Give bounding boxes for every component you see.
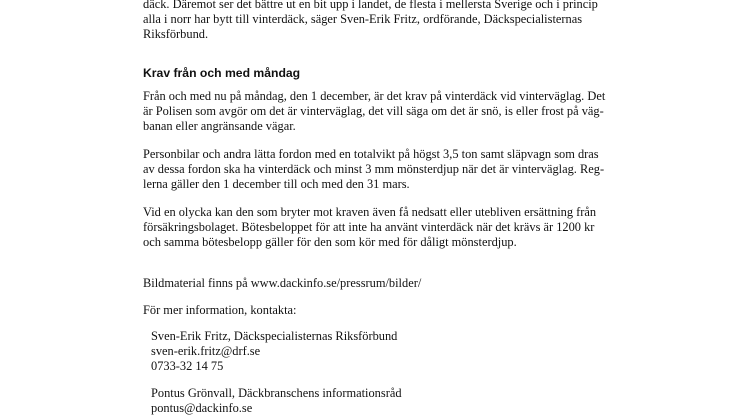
text-line: alla i norr har bytt till vinterdäck, säger Sven-Erik Fritz, ordförande, Däckspecialisternas bbox=[143, 12, 583, 26]
text-line: Personbilar och andra lätta fordon med en totalvikt på högst 3,5 ton samt släpvagn som dras bbox=[143, 147, 599, 161]
text-line: Från och med nu på måndag, den 1 december, är det krav på vinterdäck vid vinterväglag. Det bbox=[143, 89, 606, 103]
contact-email: pontus@dackinfo.se bbox=[151, 401, 253, 415]
image-note: Bildmaterial finns på www.dackinfo.se/pressrum/bilder/ bbox=[143, 276, 422, 290]
text-line: är Polisen som avgör om det är vinterväglag, det vill säga om det är snö, is eller frost på väg- bbox=[143, 104, 604, 118]
text-line: Riksförbund. bbox=[143, 27, 209, 41]
text-line: banan eller angränsande vägar. bbox=[143, 119, 296, 133]
text-line: lerna gäller den 1 december till och med den 31 mars. bbox=[143, 177, 410, 191]
text-line: däck. Däremot ser det bättre ut en bit upp i landet, de flesta i mellersta Sverige och i princip bbox=[143, 0, 598, 11]
contact-phone: 0733-32 14 75 bbox=[151, 359, 224, 373]
contact-intro: För mer information, kontakta: bbox=[143, 303, 297, 317]
contact-name: Pontus Grönvall, Däckbranschens informationsråd bbox=[151, 386, 402, 400]
text-line: av dessa fordon ska ha vinterdäck och minst 3 mm mönsterdjup när det är vinterväglag. Reg- bbox=[143, 162, 605, 176]
text-line: försäkringsbolaget. Bötesbeloppet för att inte ha använt vinterdäck när det krävs är 1200 kr bbox=[143, 220, 595, 234]
contact-email: sven-erik.fritz@drf.se bbox=[151, 344, 261, 358]
text-line: Vid en olycka kan den som bryter mot kraven även få nedsatt eller utebliven ersättning från bbox=[143, 205, 597, 219]
contact-name: Sven-Erik Fritz, Däckspecialisternas Riksförbund bbox=[151, 329, 398, 343]
text-line: och samma bötesbelopp gäller för den som kör med för dåligt mönsterdjup. bbox=[143, 235, 517, 249]
section-heading: Krav från och med måndag bbox=[143, 66, 301, 80]
